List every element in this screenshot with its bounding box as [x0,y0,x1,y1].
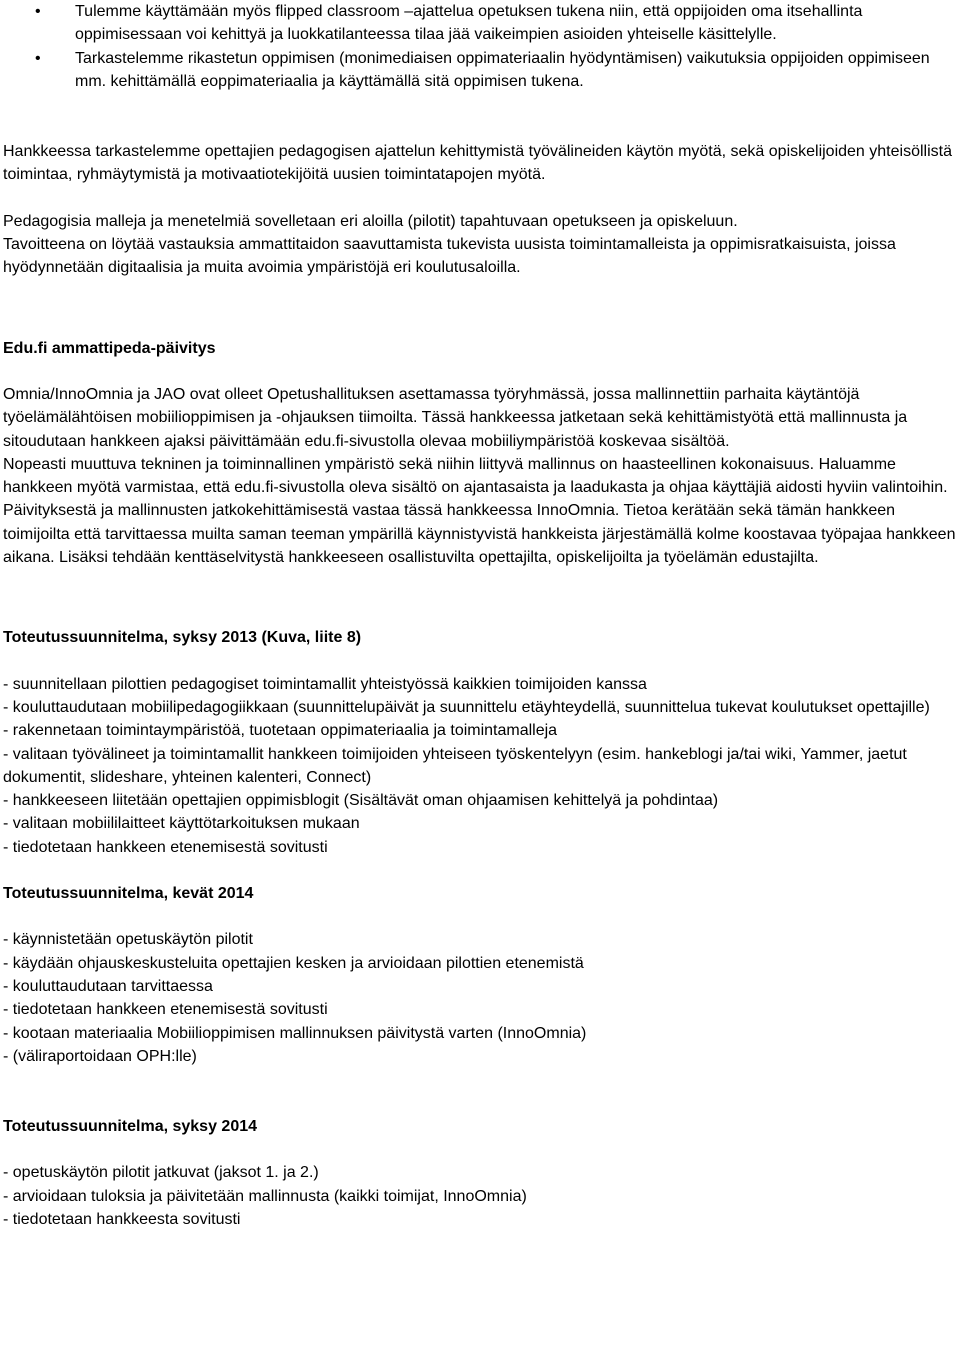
plan-heading-spring-2014: Toteutussuunnitelma, kevät 2014 [3,885,254,903]
edu-paragraph: Nopeasti muuttuva tekninen ja toiminnallinen ympäristö sekä niihin liittyvä mallinnus on haasteellinen kokonaisuus. Haluamme hankkeen myötä varmistaa, että edu.fi-sivustolla oleva sisältö on ajantasaista ja laadukasta ja ohjaa käyttäjiä aidosti hyviin valintoihin. [3,455,948,497]
intro-paragraph: Pedagogisia malleja ja menetelmiä sovelletaan eri aloilla (pilotit) tapahtuvaan opetukseen ja opiskeluun. [3,212,738,230]
list-item: - arvioidaan tuloksia ja päivitetään mallinnusta (kaikki toimijat, InnoOmnia) [3,1187,527,1205]
bullet-dot-icon: • [35,3,41,20]
plan-list-autumn-2013 [3,673,958,859]
plan-list-spring-2014 [3,928,958,1068]
document-page [3,0,958,1231]
edu-paragraph: Päivityksestä ja mallinnusten jatkokehittämisestä vastaa tässä hankkeessa InnoOmnia. Tietoa kerätään sekä tämän hankkeen toimijoilta että tarvittaessa muilta saman teeman ympärillä käynnistyvistä hankkeista järjestämällä kolme koostavaa työpajaa hankkeen aikana. Lisäksi tehdään kenttäselvitystä hankkeeseen osallistuvilta opettajilta, opiskelijoilta ja työelämän edustajilta. [3,502,956,567]
plan-list-autumn-2014 [3,1161,958,1231]
list-item: - kouluttaudutaan mobiilipedagogiikkaan (suunnittelupäivät ja suunnittelu etäyhteydellä, suunnittelua tukevat koulutukset opettajille) [3,698,930,716]
list-item: - tiedotetaan hankkeesta sovitusti [3,1210,241,1228]
bullet-text: Tarkastelemme rikastetun oppimisen (monimediaisen oppimateriaalin hyödyntämisen) vaikutuksia oppijoiden oppimiseen mm. kehittämällä eoppimateriaalia ja käyttämällä sitä oppimisen tukena. [75,49,930,90]
list-item: - opetuskäytön pilotit jatkuvat (jaksot 1. ja 2.) [3,1164,319,1182]
list-item: - valitaan työvälineet ja toimintamallit hankkeen toimijoiden yhteiseen työskentelyyn (esim. hankeblogi ja/tai wiki, Yammer, jaetut dokumentit, slideshare, yhteinen kalenteri, Connect) [3,745,907,786]
list-item: - hankkeeseen liitetään opettajien oppimisblogit (Sisältävät oman ohjaamisen kehittelyä ja pohdintaa) [3,792,719,810]
list-item: - tiedotetaan hankkeen etenemisestä sovitusti [3,838,328,856]
list-item: - valitaan mobiililaitteet käyttötarkoituksen mukaan [3,815,360,833]
intro-paragraph: Hankkeessa tarkastelemme opettajien pedagogisen ajattelun kehittymistä työvälineiden käytön myötä, sekä opiskelijoiden yhteisöllistä toimintaa, ryhmäytymistä ja motivaatiotekijöitä uusien toimintatapojen myötä. [3,143,952,184]
list-item: - kootaan materiaalia Mobiilioppimisen mallinnuksen päivitystä varten (InnoOmnia) [3,1024,587,1042]
bullet-item [3,0,958,47]
bullet-text: Tulemme käyttämään myös flipped classroom –ajattelua opetuksen tukena niin, että oppijoiden oma itsehallinta oppimisessaan voi kehittyä ja luokkatilanteessa tilaa jää vaikeimpien asioiden yhteiselle käsittelylle. [75,3,863,44]
plan-heading-autumn-2014: Toteutussuunnitelma, syksy 2014 [3,1118,258,1136]
list-item: - suunnitellaan pilottien pedagogiset toimintamallit yhteistyössä kaikkien toimijoiden kanssa [3,675,647,693]
list-item: - käydään ohjauskeskusteluita opettajien kesken ja arvioidaan pilottien etenemistä [3,954,584,972]
list-item: - tiedotetaan hankkeen etenemisestä sovitusti [3,1001,328,1019]
list-item: - rakennetaan toimintaympäristöä, tuotetaan oppimateriaalia ja toimintamalleja [3,722,558,740]
bullet-list [3,0,958,93]
list-item: - kouluttaudutaan tarvittaessa [3,977,213,995]
edu-paragraph: Omnia/InnoOmnia ja JAO ovat olleet Opetushallituksen asettamassa työryhmässä, jossa mallinnettiin parhaita käytäntöjä työelämälähtöisen mobiilioppimisen ja -ohjauksen tiimoilta. Tässä hankkeessa jatketaan sekä kehittämistyötä että mallinnusta ja sitoudutaan hankkeen ajaksi päivittämään edu.fi-sivustolla olevaa mobiiliympäristöä koskevaa sisältöä. [3,385,908,450]
plan-heading-autumn-2013: Toteutussuunnitelma, syksy 2013 (Kuva, liite 8) [3,629,362,647]
intro-paragraph: Tavoitteena on löytää vastauksia ammattitaidon saavuttamista tukevista uusista toimintamalleista ja oppimisratkaisuista, joissa hyödynnetään digitaalisia ja muita avoimia ympäristöjä eri koulutusaloilla. [3,236,896,277]
list-item: - käynnistetään opetuskäytön pilotit [3,931,253,949]
edu-heading: Edu.fi ammattipeda-päivitys [3,339,216,357]
bullet-dot-icon: • [35,49,41,67]
list-item: - (väliraportoidaan OPH:lle) [3,1047,197,1065]
bullet-item [3,47,958,94]
